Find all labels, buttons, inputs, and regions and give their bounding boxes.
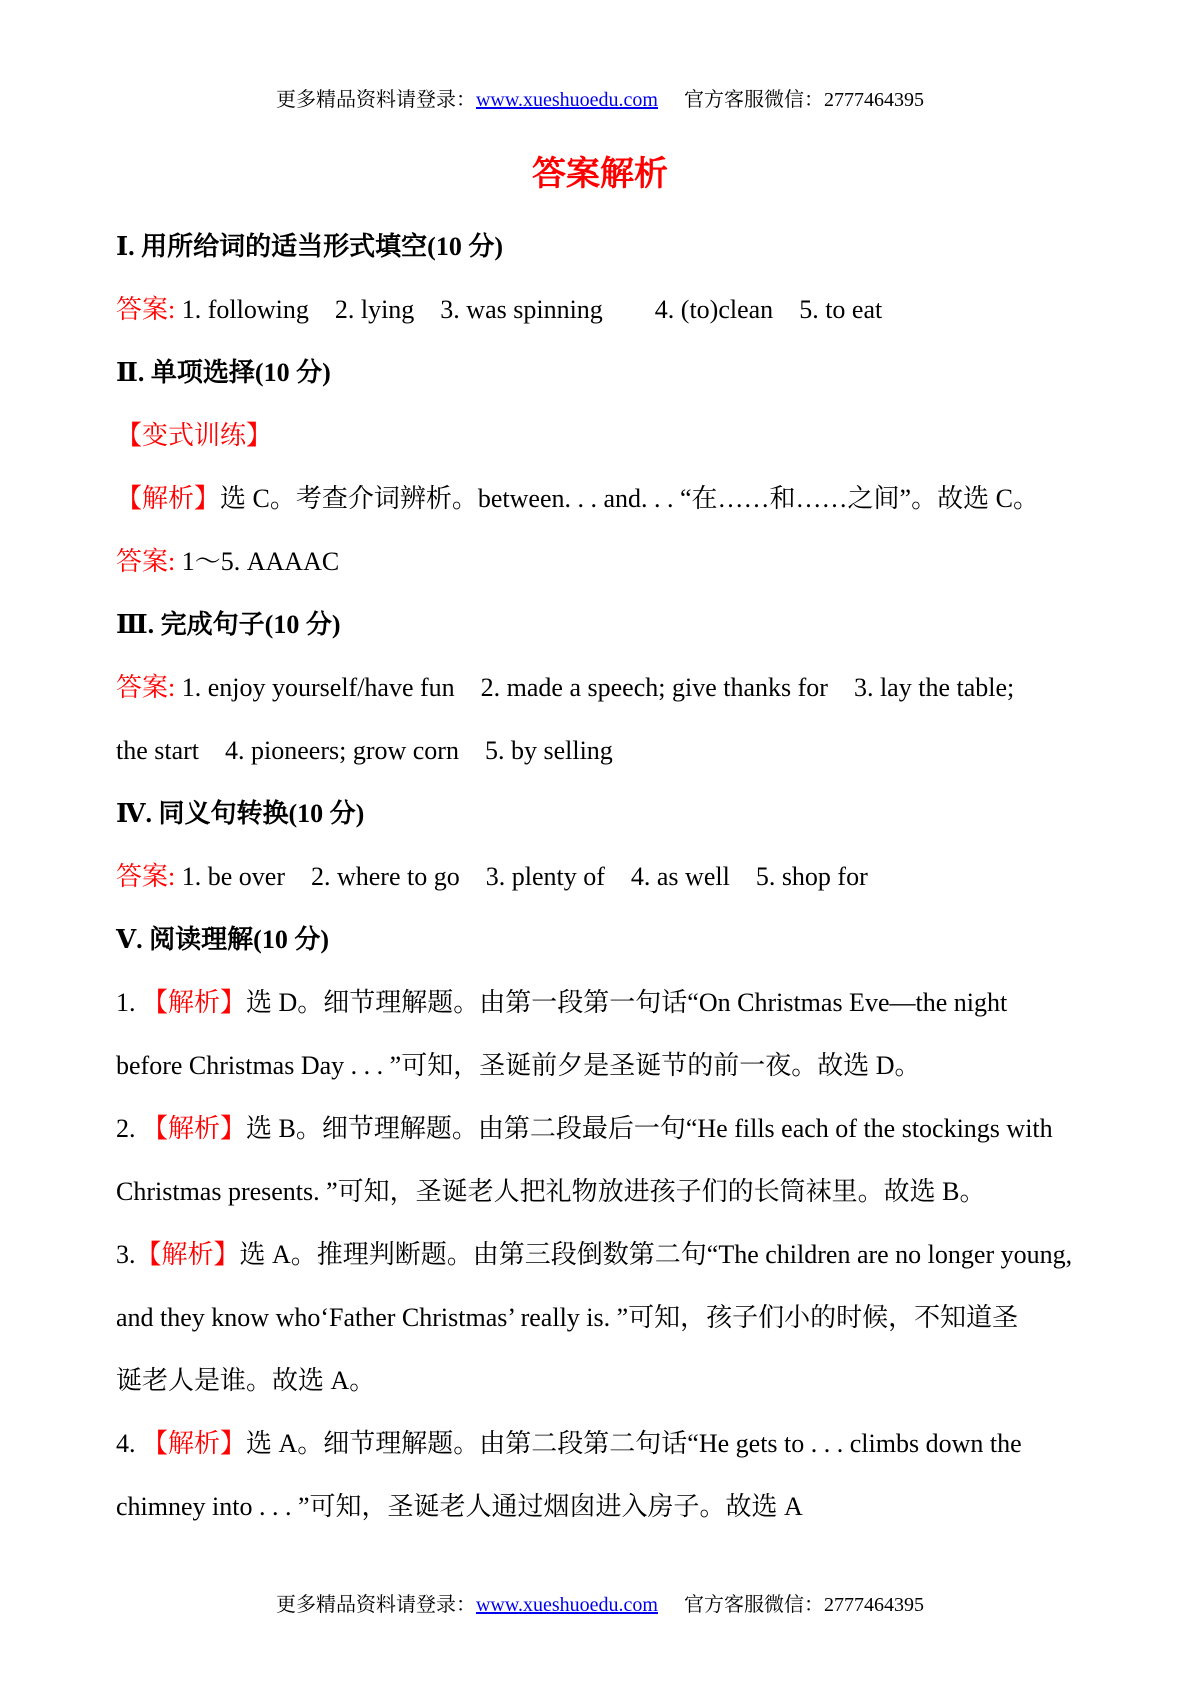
answer-item: 2. lying <box>334 295 415 324</box>
reading-item-1-line-2: before Christmas Day . . . ”可知，圣诞前夕是圣诞节的前一夜。故选 D。 <box>116 1051 921 1080</box>
reading-item-2-line-1 <box>116 1097 1108 1160</box>
footer-link[interactable]: www.xueshuoedu.com <box>475 1594 658 1616</box>
analysis-text: 选 B。细节理解题。由第二段最后一句“He fills each of the stockings with <box>246 1114 1053 1143</box>
analysis-label: 【解析】 <box>142 988 247 1017</box>
footer-prefix: 更多精品资料请登录： <box>275 1594 476 1616</box>
answer-item: 1. be over <box>181 862 285 891</box>
section-2-answers <box>116 530 1108 593</box>
page-footer <box>0 1591 1200 1619</box>
answer-label: 答案: <box>116 673 182 702</box>
variant-training-label: 【变式训练】 <box>116 421 273 450</box>
item-number: 4. <box>116 1429 142 1458</box>
reading-item-2-line-2: Christmas presents. ”可知，圣诞老人把礼物放进孩子们的长筒袜里。故选 B。 <box>116 1177 986 1206</box>
reading-item-3-line-3: 诞老人是谁。故选 A。 <box>116 1366 376 1395</box>
answer-item: 1. enjoy yourself/have fun <box>181 673 455 702</box>
item-number: 3. <box>116 1240 136 1269</box>
section-3-heading: Ⅲ. 完成句子(10 分) <box>116 610 341 639</box>
answer-item: 5. to eat <box>799 295 883 324</box>
page-header <box>0 86 1200 114</box>
answer-item: 4. pioneers; grow corn <box>225 736 459 765</box>
section-2-heading: Ⅱ. 单项选择(10 分) <box>116 358 331 387</box>
reading-item-3-line-2: and they know who‘Father Christmas’ really is. ”可知，孩子们小的时候，不知道圣 <box>116 1303 1019 1332</box>
header-link[interactable]: www.xueshuoedu.com <box>475 89 658 111</box>
reading-item-1-line-1 <box>116 971 1108 1034</box>
analysis-text: 选 A。细节理解题。由第二段第二句话“He gets to . . . climbs down the <box>246 1429 1022 1458</box>
item-number: 2. <box>116 1114 142 1143</box>
section-5-heading: Ⅴ. 阅读理解(10 分) <box>116 925 329 954</box>
answer-item: 5. by selling <box>484 736 613 765</box>
answer-label: 答案: <box>116 862 182 891</box>
answer-item: 2. where to go <box>310 862 460 891</box>
answer-content <box>116 215 1108 1538</box>
analysis-label: 【解析】 <box>135 1240 240 1269</box>
answer-item: 5. shop for <box>755 862 868 891</box>
answer-item: 4. as well <box>630 862 730 891</box>
answer-text: 1～5. AAAAC <box>181 547 340 576</box>
reading-item-3-line-1 <box>116 1223 1108 1286</box>
answer-item: the start <box>116 736 200 765</box>
analysis-text: 选 A。推理判断题。由第三段倒数第二句“The children are no longer young, <box>239 1240 1073 1269</box>
analysis-label: 【解析】 <box>142 1429 247 1458</box>
reading-item-4-line-2: chimney into . . . ”可知，圣诞老人通过烟囱进入房子。故选 A <box>116 1492 803 1521</box>
answer-item: 4. (to)clean <box>654 295 774 324</box>
analysis-text: 选 C。考查介词辨析。between. . . and. . . “在……和……之间”。故选 C。 <box>220 484 1039 513</box>
answer-label: 答案: <box>116 295 182 324</box>
footer-service: 官方客服微信：2777464395 <box>684 1594 924 1616</box>
reading-item-4-line-1 <box>116 1412 1108 1475</box>
answer-label: 答案: <box>116 547 182 576</box>
page-title: 答案解析 <box>532 154 668 194</box>
section-1-answers <box>116 278 1108 341</box>
analysis-label: 【解析】 <box>142 1114 247 1143</box>
item-number: 1. <box>116 988 142 1017</box>
answer-item: 3. lay the table; <box>853 673 1015 702</box>
analysis-label: 【解析】 <box>116 484 221 513</box>
answer-item: 3. was spinning <box>440 295 603 324</box>
section-2-analysis <box>116 467 1108 530</box>
header-prefix: 更多精品资料请登录： <box>275 89 476 111</box>
section-3-answers-line-1 <box>116 656 1108 719</box>
section-1-heading: Ⅰ. 用所给词的适当形式填空(10 分) <box>116 232 503 261</box>
section-3-answers-line-2 <box>116 719 1108 782</box>
answer-item: 3. plenty of <box>485 862 605 891</box>
answer-item: 1. following <box>181 295 309 324</box>
section-4-answers <box>116 845 1108 908</box>
header-service: 官方客服微信：2777464395 <box>684 89 924 111</box>
analysis-text: 选 D。细节理解题。由第一段第一句话“On Christmas Eve—the night <box>246 988 1008 1017</box>
section-4-heading: Ⅳ. 同义句转换(10 分) <box>116 799 365 828</box>
answer-item: 2. made a speech; give thanks for <box>480 673 828 702</box>
